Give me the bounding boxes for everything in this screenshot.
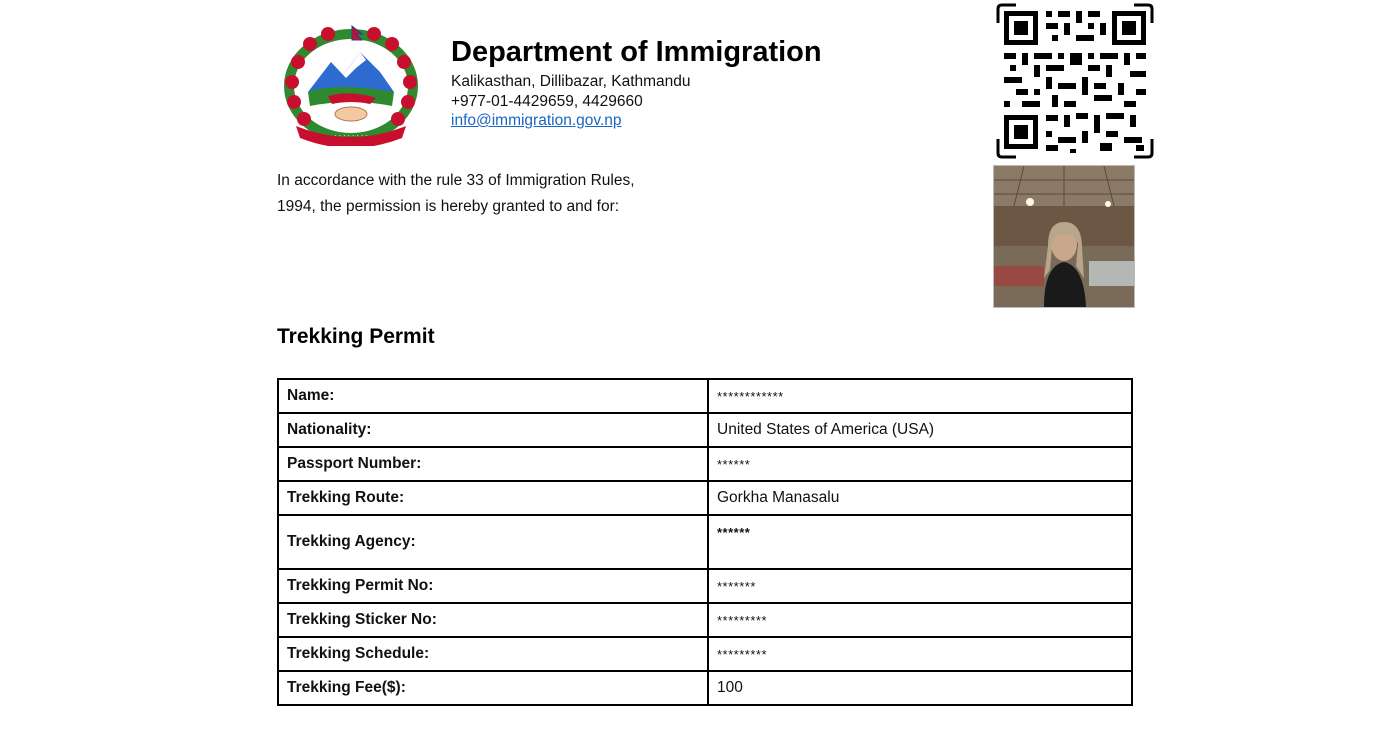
- trekking-schedule-label: Trekking Schedule:: [278, 637, 708, 671]
- trekking-route-label: Trekking Route:: [278, 481, 708, 515]
- table-row-sticker-no: [278, 603, 1132, 637]
- trekking-agency-value: ******: [708, 515, 1132, 569]
- trekking-sticker-no-label: Trekking Sticker No:: [278, 603, 708, 637]
- permit-details-table: [277, 378, 1133, 706]
- applicant-photo: [993, 165, 1135, 308]
- table-row-passport: [278, 447, 1132, 481]
- trekking-fee-value: 100: [708, 671, 1132, 705]
- trekking-route-value: Gorkha Manasalu: [708, 481, 1132, 515]
- trekking-agency-label: Trekking Agency:: [278, 515, 708, 569]
- intro-line-2: 1994, the permission is hereby granted to and for:: [277, 198, 620, 215]
- department-address: Kalikasthan, Dillibazar, Kathmandu: [451, 73, 691, 90]
- department-phone: +977-01-4429659, 4429660: [451, 93, 643, 110]
- table-row-fee: [278, 671, 1132, 705]
- qr-code-icon: [996, 3, 1154, 159]
- name-label: Name:: [278, 379, 708, 413]
- svg-text:· · · · · · · ·: · · · · · · · ·: [334, 132, 368, 140]
- name-value: ************: [708, 379, 1132, 413]
- nationality-value: United States of America (USA): [708, 413, 1132, 447]
- table-row-nationality: [278, 413, 1132, 447]
- trekking-permit-no-label: Trekking Permit No:: [278, 569, 708, 603]
- table-row-agency: [278, 515, 1132, 569]
- trekking-permit-no-value: *******: [708, 569, 1132, 603]
- department-title: Department of Immigration: [451, 36, 822, 68]
- table-row-route: [278, 481, 1132, 515]
- table-row-permit-no: [278, 569, 1132, 603]
- trekking-schedule-value: *********: [708, 637, 1132, 671]
- permit-section-title: Trekking Permit: [277, 325, 435, 348]
- table-row-name: [278, 379, 1132, 413]
- intro-line-1: In accordance with the rule 33 of Immigration Rules,: [277, 172, 635, 189]
- passport-number-value: ******: [708, 447, 1132, 481]
- table-row-schedule: [278, 637, 1132, 671]
- nationality-label: Nationality:: [278, 413, 708, 447]
- passport-number-label: Passport Number:: [278, 447, 708, 481]
- intro-text: [277, 168, 677, 220]
- trekking-fee-label: Trekking Fee($):: [278, 671, 708, 705]
- nepal-emblem-logo: [276, 22, 426, 146]
- trekking-sticker-no-value: *********: [708, 603, 1132, 637]
- department-email-link[interactable]: info@immigration.gov.np: [451, 112, 622, 129]
